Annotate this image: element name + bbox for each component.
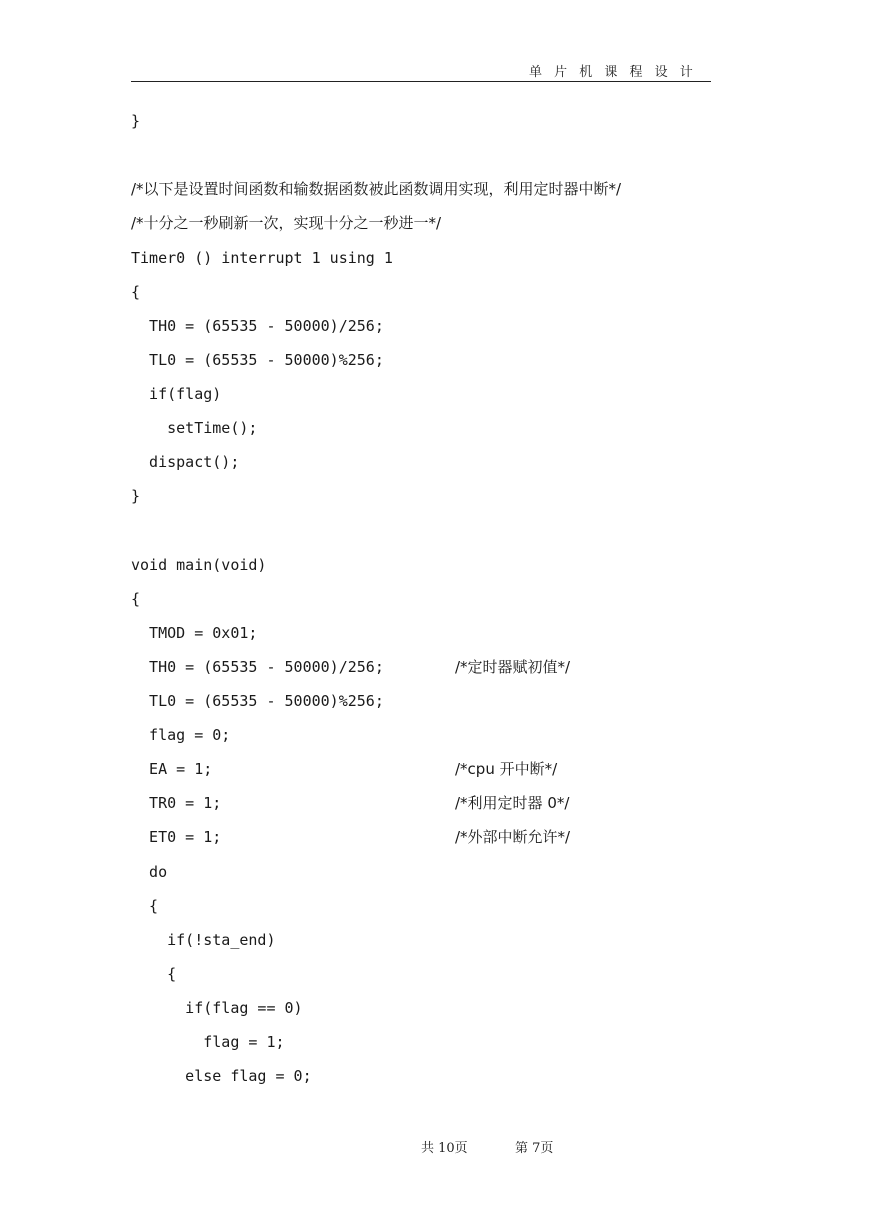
code-line: }	[131, 487, 141, 505]
code-line: TH0 = (65535 - 50000)/256;	[131, 658, 384, 676]
code-line: else flag = 0;	[131, 1067, 312, 1085]
footer-total-pages: 共 10页	[421, 1141, 468, 1156]
comment-ea: /*cpu 开中断*/	[455, 760, 558, 778]
code-line: EA = 1;	[131, 760, 213, 778]
code-line: TL0 = (65535 - 50000)%256;	[131, 692, 384, 710]
comment-tr0: /*利用定时器 0*/	[455, 794, 570, 812]
code-line: do	[131, 863, 168, 881]
code-line: if(flag == 0)	[131, 999, 303, 1017]
code-line: ET0 = 1;	[131, 828, 222, 846]
code-line: TL0 = (65535 - 50000)%256;	[131, 351, 384, 369]
code-line: Timer0 () interrupt 1 using 1	[131, 249, 393, 267]
code-line: dispact();	[131, 453, 240, 471]
code-line: /*十分之一秒刷新一次，实现十分之一秒进一*/	[131, 214, 442, 232]
code-line: /*以下是设置时间函数和输数据函数被此函数调用实现，利用定时器中断*/	[131, 180, 622, 198]
footer-current-page: 第 7页	[515, 1141, 554, 1156]
code-line: {	[131, 590, 141, 608]
code-line: if(flag)	[131, 385, 222, 403]
code-line: {	[131, 897, 159, 915]
code-line: TR0 = 1;	[131, 794, 222, 812]
comment-et0: /*外部中断允许*/	[455, 828, 571, 846]
code-line: TMOD = 0x01;	[131, 624, 258, 642]
code-line: flag = 1;	[131, 1033, 285, 1051]
code-line: {	[131, 283, 141, 301]
code-line: flag = 0;	[131, 726, 231, 744]
header-rule	[131, 81, 711, 82]
code-line: {	[131, 965, 177, 983]
code-line: }	[131, 112, 141, 130]
comment-th0-init: /*定时器赋初值*/	[455, 658, 571, 676]
code-line: if(!sta_end)	[131, 931, 276, 949]
code-line: void main(void)	[131, 556, 267, 574]
header-title: 单 片 机 课 程 设 计	[529, 65, 697, 80]
code-line: TH0 = (65535 - 50000)/256;	[131, 317, 384, 335]
code-line: setTime();	[131, 419, 258, 437]
